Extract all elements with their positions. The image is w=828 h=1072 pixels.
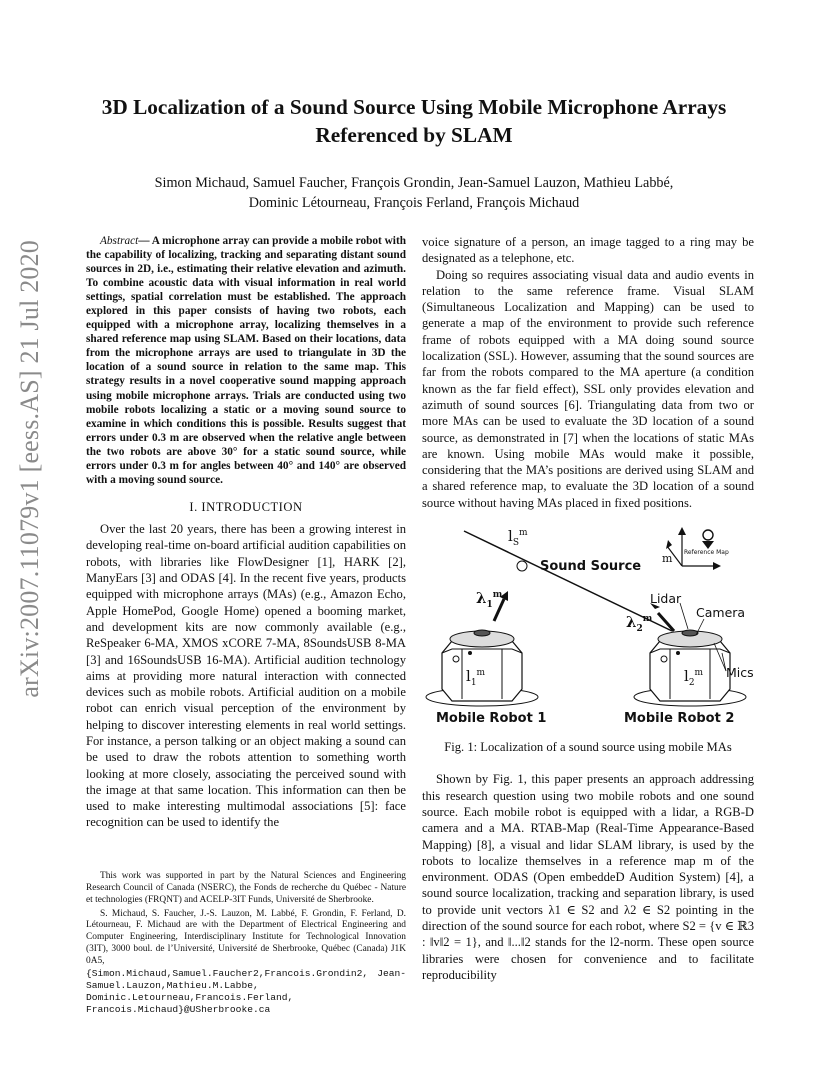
section-heading: I. INTRODUCTION <box>189 499 303 514</box>
funding-footnote: This work was supported in part by the Natural Sciences and Engineering Research Council of Canada (NSERC), the Fonds de recherche du Québec - Nature et technologies (FRQNT) and ACELP-3IT Funds, Université de Sherbrooke. <box>86 870 406 905</box>
arxiv-identifier: arXiv:2007.11079v1 [eess.AS] 21 Jul 2020 <box>15 240 44 698</box>
abstract-text: — A microphone array can provide a mobile robot with the capability of localizing, tracking and separating distant sound sources in 2D, i.e., estimating their relative elevation and azimuth. To combine acoustic data with visual information in real world settings, spatial correlation must be established. The approach explored in this paper consists of having two robots, each equipped with a microphone array, localizing themselves in a shared reference map using SLAM. Based on their locations, data from the microphone arrays are used to triangulate in 3D the location of a sound source in relation to the same map. This strategy results in a novel cooperative sound mapping approach using mobile microphone arrays. Trials are conducted using two mobile robots localizing a static or a moving sound source to examine in which conditions this is possible. Results suggest that errors under 0.3 m are observed when the relative angle between the two robots are above 30° for a static sound source, while errors under 0.3 m for angles between 40° and 140° are observed with a moving sound source. <box>86 235 406 486</box>
map-pin-icon <box>703 530 713 540</box>
label-camera: Camera <box>696 605 746 621</box>
label-robot-2: Mobile Robot 2 <box>624 711 735 727</box>
label-sound-source: Sound Source <box>540 559 642 575</box>
lambda-2-symbol: $\lambda_2^m$ <box>626 613 653 635</box>
label-robot-1: Mobile Robot 1 <box>436 711 547 727</box>
label-reference-map: Reference Map <box>684 549 729 557</box>
left-column <box>86 234 406 1016</box>
abstract-label: Abstract <box>100 235 139 247</box>
affiliation-footnote: S. Michaud, S. Faucher, J.-S. Lauzon, M. Labbé, F. Grondin, F. Ferland, D. Létourneau, F. Michaud are with the Department of Electrical Engineering and Computer Engineering, Interdisciplinary Institute for Technological Innovation (3IT), 3000 boul. de l’Université, Université de Sherbrooke, Québec (Canada) J1K 0A5, <box>86 908 406 967</box>
paper-title <box>0 93 828 149</box>
abstract <box>86 234 406 487</box>
map-symbol: m <box>662 552 673 566</box>
intro-paragraph-1-cont: voice signature of a person, an image tagged to a ring may be designated as a telephone, etc. <box>422 235 754 266</box>
intro-paragraph-3: Shown by Fig. 1, this paper presents an approach addressing this research question using two mobile robots and one sound source. Each mobile robot is equipped with a lidar, a RGB-D camera and a MA. RTAB-Map (Real-Time Appearance-Based Mapping) [8], a visual and lidar SLAM library, is used by the robots to localize themselves in a reference map m of the environment. ODAS (Open embeddeD Audition System) [4], a sound source localization, tracking and separation library, is used to provide unit vectors λ1 ∈ S2 and λ2 ∈ S2 pointing in the direction of the sound source for each robot, where S2 = {v ∈ ℝ3 : ‖v‖2 = 1}, and ‖...‖2 stands for the l2-norm. These open source libraries were chosen for convenience and to facilitate reproducibility <box>422 772 754 982</box>
title-line-1: 3D Localization of a Sound Source Using Mobile Microphone Arrays <box>101 95 727 119</box>
figure-1 <box>422 521 754 731</box>
source-position-symbol: $l_S^m$ <box>508 527 528 549</box>
figure-caption: Fig. 1: Localization of a sound source using mobile MAs <box>444 740 732 755</box>
intro-paragraph-1: Over the last 20 years, there has been a growing interest in developing real-time on-board artificial audition capabilities on robots, with libraries like FlowDesigner [1], HARK [2], ManyEars [3] and ODAS [4]. In the recent five years, products equipped with microphone arrays (MAs) (e.g., Amazon Echo, Apple HomePod, Google Home) opened a booming market, and development kits are now commonly available (e.g., ReSpeaker 6-MA, XMOS xCORE 7-MA, 8SoundsUSB 8-MA [3] and 16SoundsUSB 16-MA). Artificial audition technology aims at providing more natural interaction with connected devices such as mobile robots. Artificial audition on a mobile robot can enrich visual perception of the environment by helping to discover interesting elements in real world settings. For instance, a person talking or an object making a sound can be used to draw the robots attention to something worth looking at more closely, associating the perceived sound with the image at that same location. This information can then be used to make interesting multimodal associations [5]: face recognition can be used to identify the <box>86 522 406 830</box>
robot-2-position-symbol: $l_2^m$ <box>684 667 704 689</box>
intro-paragraph-2: Doing so requires associating visual data and audio events in relation to the same reference frame. Visual SLAM (Simultaneous Localization and Mapping) can be used to generate a map of the environment to provide such reference frame of robots equipped with a MA doing sound source localization (SSL). However, assuming that the sound sources are far from the robots compared to the MA aperture (a condition known as the far field effect), SSL only provides elevation and azimuth of sound sources [6]. Triangulating data from two or more MAs can be used to evaluate the 3D location of a sound source, as demonstrated in [7] when the locations of static MAs are known. Using mobile MAs would make it possible, considering that the MA’s positions are derived using SLAM and a shared reference map, to evaluate the 3D location of a sound source without having MAs placed in fixed positions. <box>422 267 754 510</box>
sound-source-marker <box>517 561 527 571</box>
author-list <box>0 173 828 213</box>
robot-1-position-symbol: $l_1^m$ <box>466 667 486 689</box>
lambda-1-symbol: $\lambda_1^m$ <box>476 589 503 611</box>
right-column <box>422 234 754 983</box>
authors-line-1: Simon Michaud, Samuel Faucher, François Grondin, Jean-Samuel Lauzon, Mathieu Labbé, <box>154 175 674 191</box>
authors-line-2: Dominic Létourneau, François Ferland, François Michaud <box>248 195 580 211</box>
email-footnote: {Simon.Michaud,Samuel.Faucher2,Francois.Grondin2, Jean-Samuel.Lauzon,Mathieu.M.Labbe, Dominic.Letourneau,Francois.Ferland, Francois.Michaud}@USherbrooke.ca <box>86 968 406 1015</box>
title-line-2: Referenced by SLAM <box>315 123 513 147</box>
label-lidar: Lidar <box>650 591 682 607</box>
label-mics: Mics <box>726 665 754 681</box>
